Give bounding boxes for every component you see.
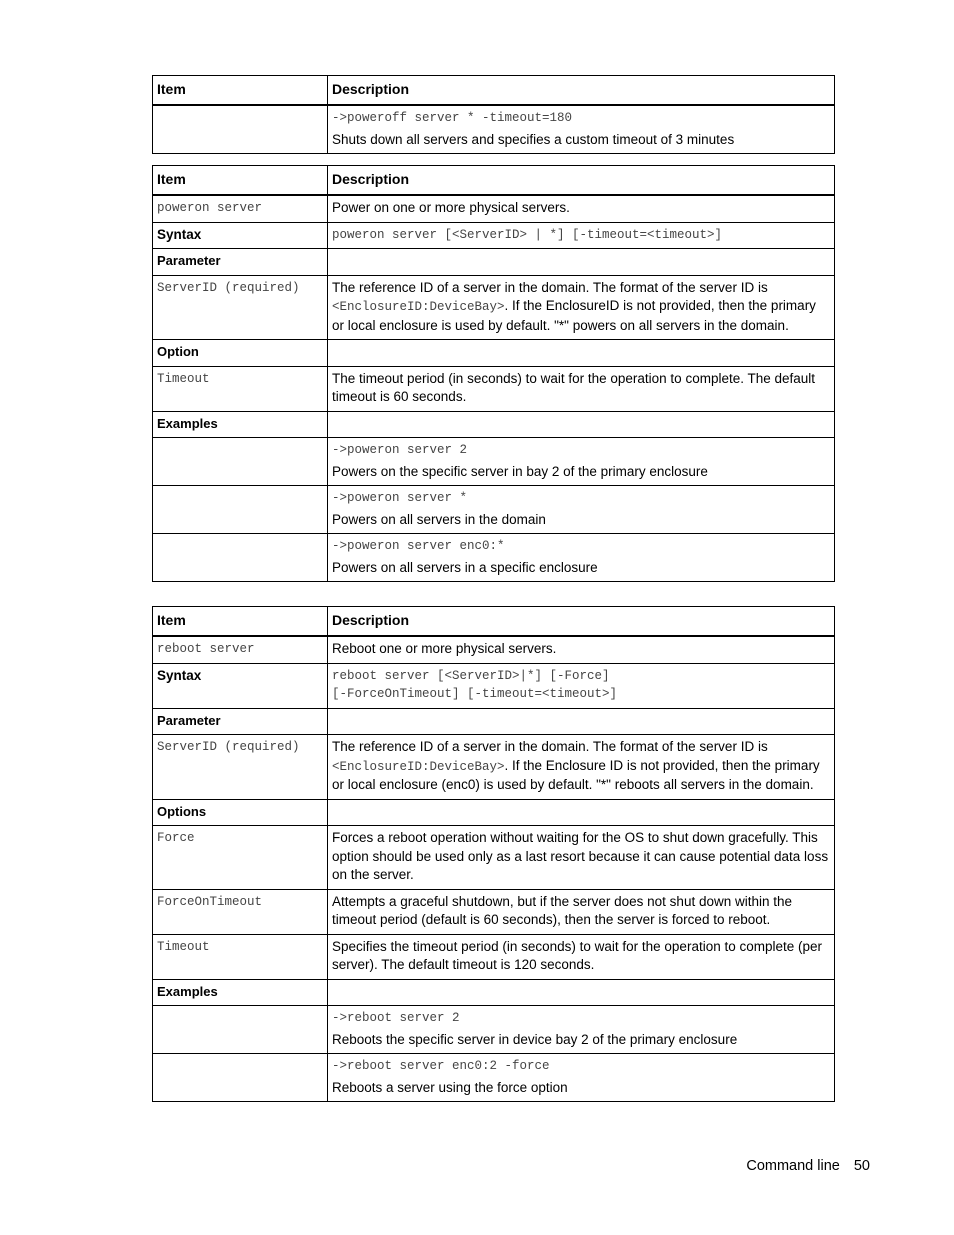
parameter-label-row (153, 708, 835, 735)
page-number: 50 (853, 1158, 870, 1174)
option-row (153, 826, 835, 890)
syntax-line-1: reboot server [<ServerID>|*] [-Force] (332, 668, 610, 683)
example-command: ->reboot server enc0:2 -force (332, 1059, 550, 1073)
syntax-line-2: [-ForceOnTimeout] [-timeout=<timeout>] (332, 687, 618, 701)
options-label-row (153, 799, 835, 826)
example-description: Reboots the specific server in device bay 2 of the primary enclosure (332, 1031, 738, 1047)
example-cell (328, 1054, 835, 1102)
header-item: Item (153, 607, 328, 637)
empty-cell (328, 411, 835, 438)
header-item: Item (153, 76, 328, 106)
option-row (153, 889, 835, 934)
command-name: reboot server (153, 636, 328, 663)
example-description: Reboots a server using the force option (332, 1079, 568, 1095)
page-footer (746, 1158, 870, 1174)
example-description: Powers on all servers in a specific enclosure (332, 559, 598, 575)
example-description: Powers on all servers in the domain (332, 511, 546, 527)
syntax-label: Syntax (153, 222, 328, 249)
example-command: ->poweroff server * -timeout=180 (332, 111, 573, 125)
table-header-row (153, 607, 835, 637)
example-row (153, 438, 835, 486)
empty-cell (153, 1006, 328, 1054)
syntax-value: poweron server [<ServerID> | *] [-timeout=<timeout>] (328, 222, 835, 249)
example-cell (328, 438, 835, 486)
empty-cell (328, 979, 835, 1006)
example-row (153, 534, 835, 582)
empty-cell (153, 105, 328, 154)
empty-cell (328, 799, 835, 826)
header-description: Description (328, 76, 835, 106)
example-description: Powers on the specific server in bay 2 of the primary enclosure (332, 463, 708, 479)
command-description: Power on one or more physical servers. (328, 195, 835, 222)
syntax-row (153, 222, 835, 249)
example-row (153, 1006, 835, 1054)
example-command: ->poweron server * (332, 491, 468, 505)
example-command: ->reboot server 2 (332, 1011, 460, 1025)
examples-label: Examples (153, 411, 328, 438)
parameter-desc-part2: . If the Enclosure ID is not provided, then the primary or local enclosure (enc0) is used by default. "*" reboots all servers in the domain. (332, 757, 820, 792)
command-row (153, 195, 835, 222)
command-description: Reboot one or more physical servers. (328, 636, 835, 663)
option-description: The timeout period (in seconds) to wait for the operation to complete. The default timeout is 60 seconds. (328, 366, 835, 411)
empty-cell (153, 486, 328, 534)
table-header-row (153, 76, 835, 106)
examples-label-row (153, 411, 835, 438)
header-description: Description (328, 166, 835, 196)
examples-label-row (153, 979, 835, 1006)
option-name: Force (153, 826, 328, 890)
parameter-desc-part2: . If the EnclosureID is not provided, then the primary or local enclosure is used by default. "*" powers on all servers in the domain. (332, 298, 816, 333)
command-row (153, 636, 835, 663)
poweron-server-table (152, 165, 835, 582)
footer-section-title: Command line (746, 1158, 840, 1174)
parameter-row (153, 735, 835, 800)
parameter-row (153, 275, 835, 340)
option-description: Specifies the timeout period (in seconds) to wait for the operation to complete (per server). The default timeout is 120 seconds. (328, 934, 835, 979)
examples-label: Examples (153, 979, 328, 1006)
parameter-desc-code: <EnclosureID:DeviceBay> (332, 300, 505, 314)
parameter-name: ServerID (required) (153, 275, 328, 340)
example-command: ->poweron server enc0:* (332, 539, 505, 553)
header-item: Item (153, 166, 328, 196)
example-row (153, 1054, 835, 1102)
option-label-row (153, 340, 835, 367)
option-name: Timeout (153, 366, 328, 411)
example-cell (328, 534, 835, 582)
option-name: ForceOnTimeout (153, 889, 328, 934)
reboot-server-table (152, 606, 835, 1102)
empty-cell (153, 1054, 328, 1102)
parameter-label: Parameter (153, 708, 328, 735)
option-description: Forces a reboot operation without waiting for the OS to shut down gracefully. This option should be used only as a last resort because it can cause potential data loss on the server. (328, 826, 835, 890)
option-name: Timeout (153, 934, 328, 979)
parameter-name: ServerID (required) (153, 735, 328, 800)
empty-cell (153, 534, 328, 582)
example-command: ->poweron server 2 (332, 443, 468, 457)
example-cell (328, 105, 835, 154)
table-row (153, 105, 835, 154)
option-row (153, 366, 835, 411)
example-description: Shuts down all servers and specifies a custom timeout of 3 minutes (332, 131, 735, 147)
header-description: Description (328, 607, 835, 637)
options-label: Options (153, 799, 328, 826)
parameter-description (328, 735, 835, 800)
example-cell (328, 1006, 835, 1054)
parameter-label: Parameter (153, 249, 328, 276)
option-description: Attempts a graceful shutdown, but if the server does not shut down within the timeout period (default is 60 seconds), then the server is forced to reboot. (328, 889, 835, 934)
option-row (153, 934, 835, 979)
command-name: poweron server (153, 195, 328, 222)
parameter-desc-code: <EnclosureID:DeviceBay> (332, 759, 505, 774)
option-label: Option (153, 340, 328, 367)
syntax-label: Syntax (153, 663, 328, 708)
empty-cell (153, 438, 328, 486)
empty-cell (328, 249, 835, 276)
example-cell (328, 486, 835, 534)
parameter-description (328, 275, 835, 340)
parameter-desc-part1: The reference ID of a server in the domain. The format of the server ID is (332, 279, 768, 295)
poweroff-example-table (152, 75, 835, 154)
example-row (153, 486, 835, 534)
parameter-label-row (153, 249, 835, 276)
parameter-desc-part1: The reference ID of a server in the domain. The format of the server ID is (332, 739, 768, 754)
table-header-row (153, 166, 835, 196)
empty-cell (328, 340, 835, 367)
syntax-row (153, 663, 835, 708)
syntax-value (328, 663, 835, 708)
empty-cell (328, 708, 835, 735)
